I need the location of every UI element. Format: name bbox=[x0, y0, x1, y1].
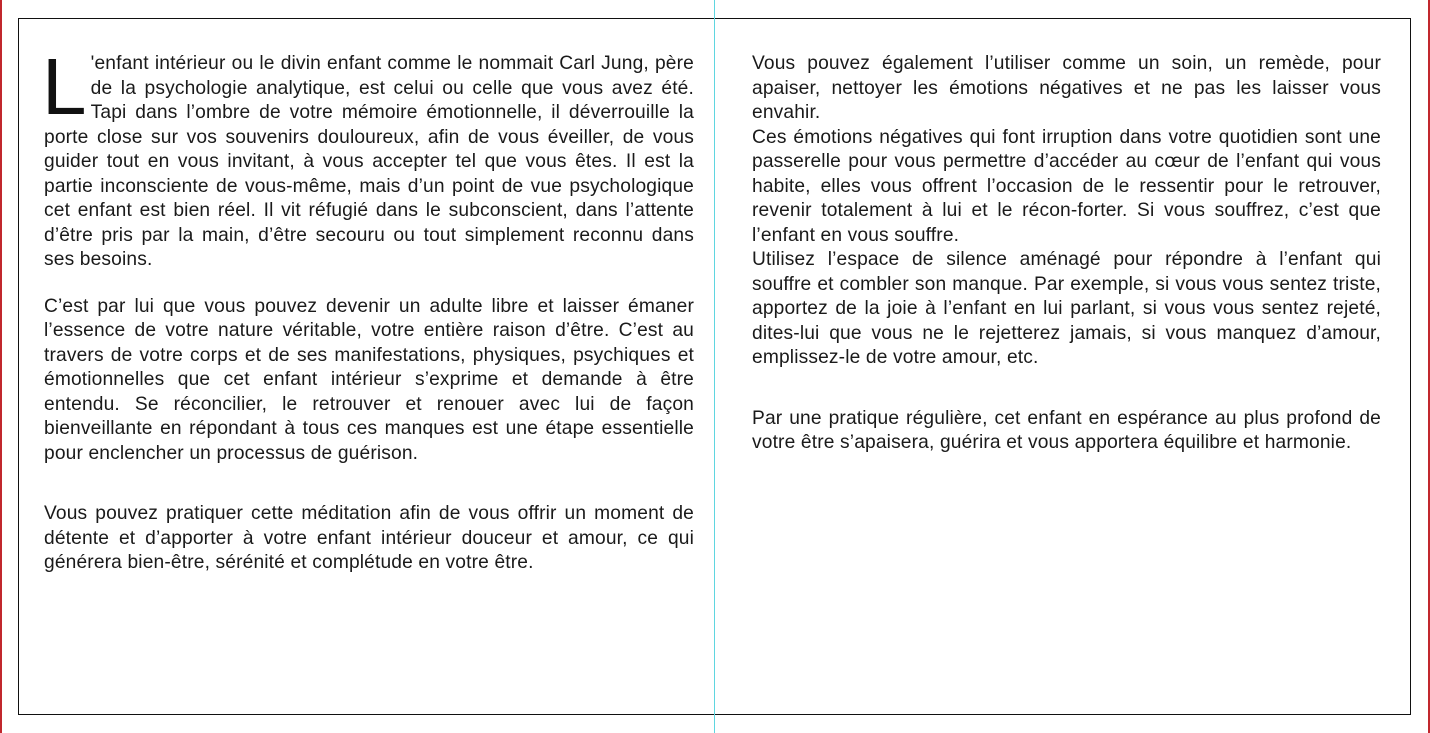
right-paragraph-1[interactable]: Vous pouvez également l’utiliser comme un soin, un remède, pour apaiser, nettoyer les émotions négatives et ne pas les laisser vous envahir. bbox=[752, 53, 1381, 123]
bleed-line-left bbox=[0, 0, 2, 733]
spine-guide-line bbox=[714, 0, 715, 733]
left-paragraph-3[interactable]: Vous pouvez pratiquer cette méditation afin de vous offrir un moment de détente et d’apporter à votre enfant intérieur douceur et amour, ce qui générera bien-être, sérénité et complétude en votre être. bbox=[44, 503, 694, 573]
left-paragraph-1-text: 'enfant intérieur ou le divin enfant comme le nommait Carl Jung, père de la psychologie analytique, est celui ou celle que vous avez été. Tapi dans l’ombre de votre mémoire émotionnelle, il déverrouille la porte close sur vos souvenirs douloureux, afin de vous éveiller, de vous guider tout en vous invitant, à vous accepter tel que vous êtes. Il est la partie inconsciente de vous-même, mais d’un point de vue psychologique cet enfant est bien réel. Il vit réfugié dans le subconscient, dans l’attente d’être pris par la main, d’être secouru ou tout simplement reconnu dans ses besoins. bbox=[44, 53, 694, 270]
left-page bbox=[42, 42, 694, 576]
drop-cap: L bbox=[42, 42, 87, 131]
right-paragraph-4[interactable]: Par une pratique régulière, cet enfant en espérance au plus profond de votre être s’apaisera, guérira et vous apportera équilibre et harmonie. bbox=[752, 407, 1381, 453]
left-paragraph-1[interactable] bbox=[42, 42, 694, 273]
right-paragraph-3[interactable]: Utilisez l’espace de silence aménagé pour répondre à l’enfant qui souffre et combler son manque. Par exemple, si vous vous sentez triste, apportez de la joie à l’enfant en lui parlant, si vous vous sentez rejeté, dites-lui que vous ne le rejetterez jamais, si vous manquez d’amour, emplissez-le de votre amour, etc. bbox=[752, 249, 1381, 368]
right-page bbox=[752, 52, 1381, 456]
left-paragraph-2[interactable]: C’est par lui que vous pouvez devenir un adulte libre et laisser émaner l’essence de votre nature véritable, votre entière raison d’être. C’est au travers de votre corps et de ses manifestations, physiques, psychiques et émotionnelles que cet enfant intérieur s’exprime et demande à être entendu. Se réconcilier, le retrouver et renouer avec lui de façon bienveillante en répondant à tous ces manques est une étape essentielle pour enclencher un processus de guérison. bbox=[44, 295, 694, 464]
right-paragraph-2[interactable]: Ces émotions négatives qui font irruption dans votre quotidien sont une passerelle pour vous permettre d’accéder au cœur de l’enfant qui vous habite, elles vous offrent l’occasion de le ressentir pour le retrouver, revenir totalement à lui et le récon-forter. Si vous souffrez, c’est que l’enfant en vous souffre. bbox=[752, 126, 1381, 246]
